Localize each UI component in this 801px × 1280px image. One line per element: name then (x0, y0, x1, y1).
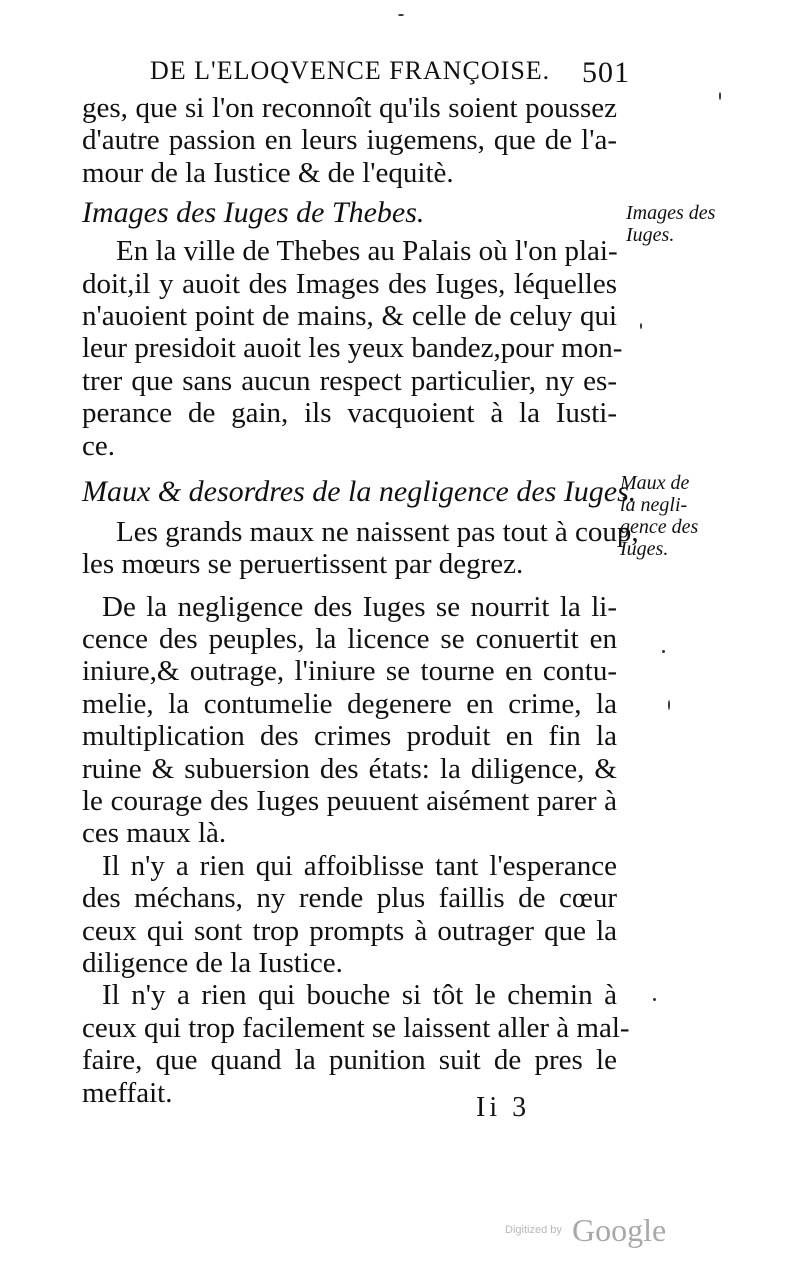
running-title: DE L'ELOQVENCE FRANÇOISE. (150, 56, 551, 85)
text-line: trer que sans aucun respect particulier, ny es- (82, 364, 617, 397)
page-number: 501 (582, 56, 630, 89)
running-header (150, 56, 630, 96)
margin-note: Images des Iuges. (626, 202, 716, 246)
text-line: mour de la Iustice & de l'equitè. (82, 156, 454, 189)
scan-speck (398, 14, 404, 16)
text-line: ce. (82, 429, 115, 462)
text-line: De la negligence des Iuges se nourrit la li- (102, 590, 617, 623)
section-heading: Maux & desordres de la negligence des Iuges. (82, 474, 637, 508)
google-watermark: Google (572, 1212, 667, 1248)
digitized-by-text: Digitized by (505, 1224, 562, 1236)
text-line: ces maux là. (82, 817, 227, 850)
text-line: melie, la contumelie degenere en crime, la (82, 687, 617, 720)
scan-speck (640, 323, 642, 329)
text-line: diligence de la Iustice. (82, 946, 343, 979)
text-line: le courage des Iuges peuuent aisément parer à (82, 785, 617, 818)
text-line: En la ville de Thebes au Palais où l'on plai- (116, 235, 618, 268)
text-line: n'auoient point de mains, & celle de celuy qui (82, 299, 617, 332)
text-line: les mœurs se peruertissent par degrez. (82, 548, 524, 581)
text-line: ceux qui sont trop prompts à outrager que la (82, 914, 617, 947)
section-heading: Images des Iuges de Thebes. (82, 196, 425, 230)
text-line: leur presidoit auoit les yeux bandez,pour mon- (82, 332, 623, 365)
scan-speck (662, 650, 665, 653)
text-line: Il n'y a rien qui affoiblisse tant l'esperance (102, 849, 617, 882)
text-line: faire, que quand la punition suit de pres le (82, 1044, 617, 1077)
text-line: d'autre passion en leurs iugemens, que de l'a- (82, 124, 617, 157)
scan-speck (668, 700, 670, 710)
text-line: cence des peuples, la licence se conuertit en (82, 623, 617, 656)
text-line: des méchans, ny rende plus faillis de cœur (82, 882, 617, 915)
text-line: iniure,& outrage, l'iniure se tourne en contu- (82, 655, 617, 688)
main-text (82, 92, 639, 1109)
text-line: ceux qui trop facilement se laissent aller à mal- (82, 1011, 630, 1044)
scan-speck (653, 998, 656, 1001)
text-line: multiplication des crimes produit en fin la (82, 720, 617, 753)
text-line: ges, que si l'on reconnoît qu'ils soient poussez (82, 92, 617, 124)
text-line: meffait. (82, 1076, 173, 1109)
text-line: Il n'y a rien qui bouche si tôt le chemin à (102, 979, 617, 1012)
margin-note: Maux de la negli- gence des Iuges. (620, 472, 699, 560)
text-line: Les grands maux ne naissent pas tout à coup, (116, 515, 639, 548)
text-line: doit,il y auoit des Images des Iuges, léquelles (82, 267, 617, 300)
text-line: perance de gain, ils vacquoient à la Iusti- (82, 397, 617, 430)
signature-mark: Ii 3 (476, 1092, 531, 1123)
text-line: ruine & subuersion des états: la diligence, & (82, 752, 617, 785)
scan-speck (719, 92, 721, 100)
